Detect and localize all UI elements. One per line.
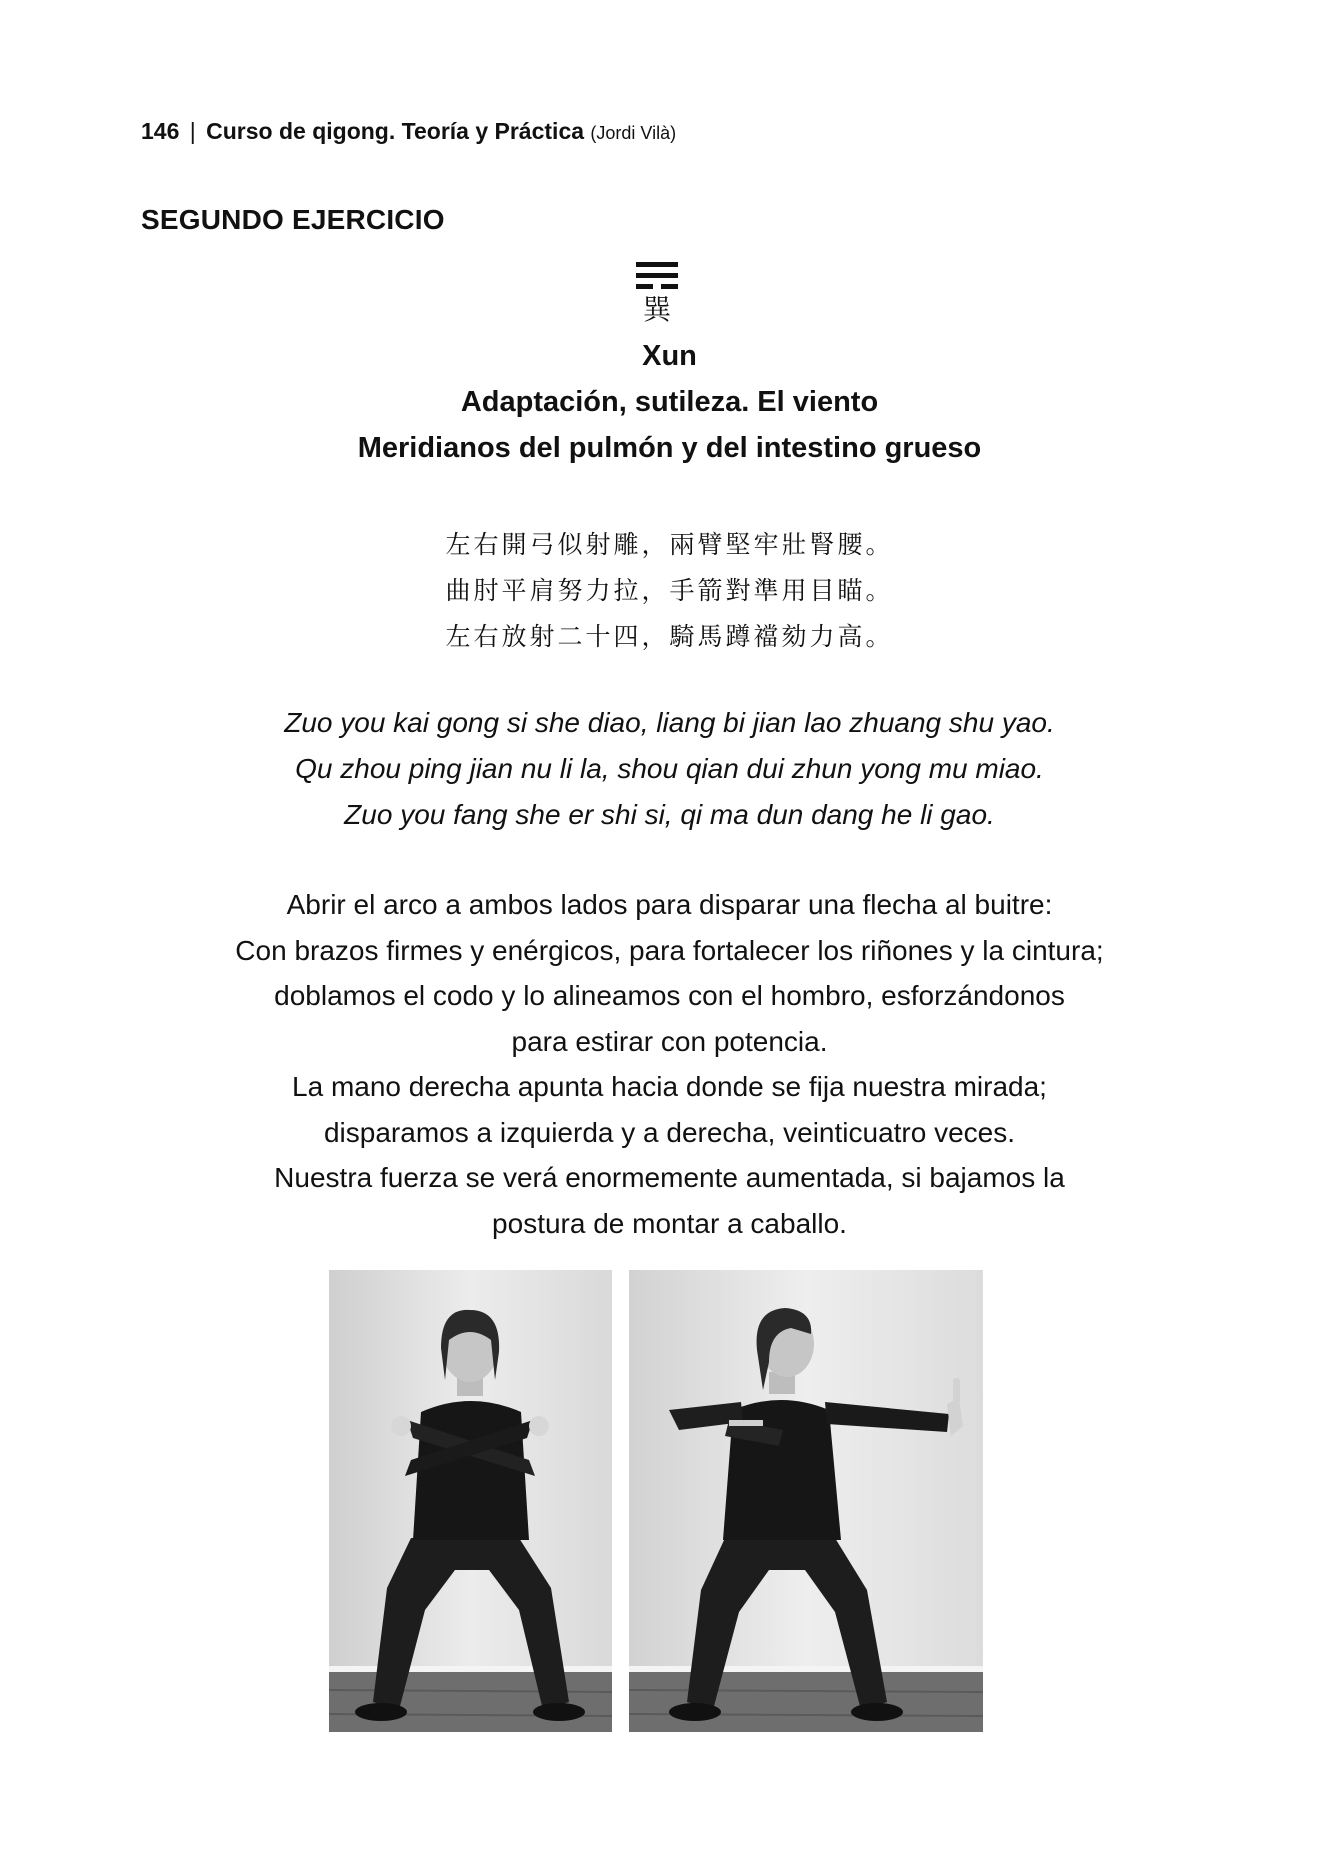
- translation-line: Abrir el arco a ambos lados para disparar una flecha al buitre:: [286, 889, 1053, 920]
- xun-trigram-icon: [636, 262, 678, 295]
- translation-line: Con brazos firmes y enérgicos, para fortalecer los riñones y la cintura;: [235, 934, 1104, 966]
- chinese-line: 左右開弓似射雕，兩臂堅牢壯腎腰。: [445, 530, 894, 559]
- running-head: [141, 118, 676, 145]
- author-name: (Jordi Vilà): [590, 123, 677, 143]
- pinyin-line: Qu zhou ping jian nu li la, shou qian dui zhun yong mu miao.: [295, 753, 1044, 784]
- translation-line: Nuestra fuerza se verá enormemente aumentada, si bajamos la: [274, 1162, 1065, 1193]
- woman-horse-stance-crossed-arms-photo: [329, 1270, 612, 1732]
- translation-line: doblamos el codo y lo alineamos con el hombro, esforzándonos: [274, 980, 1065, 1011]
- chinese-line: 左右放射二十四，騎馬蹲襠劾力高。: [445, 622, 894, 651]
- page-number: 146: [141, 118, 180, 144]
- translation-line: para estirar con potencia.: [511, 1025, 828, 1057]
- pinyin-line: Zuo you kai gong si she diao, liang bi jian lao zhuang shu yao.: [284, 707, 1055, 738]
- translation-line: postura de montar a caballo.: [492, 1207, 847, 1239]
- trigram-character: 巽: [642, 293, 671, 326]
- pinyin-poem: [0, 700, 1339, 838]
- trigram-name: Xun: [642, 340, 697, 372]
- chinese-line: 曲肘平肩努力拉，手箭對準用目瞄。: [445, 576, 894, 605]
- trigram-meridians: Meridianos del pulmón y del intestino grueso: [357, 432, 982, 464]
- spanish-translation: [0, 882, 1339, 1246]
- translation-line: La mano derecha apunta hacia donde se fija nuestra mirada;: [292, 1071, 1047, 1102]
- translation-line: disparamos a izquierda y a derecha, veinticuatro veces.: [323, 1116, 1016, 1148]
- section-title: SEGUNDO EJERCICIO: [141, 204, 445, 235]
- pinyin-line: Zuo you fang she er shi si, qi ma dun dang he li gao.: [344, 799, 995, 830]
- chinese-poem: [0, 522, 1339, 660]
- woman-drawing-bow-stance-photo: [629, 1270, 983, 1732]
- book-title: Curso de qigong. Teoría y Práctica: [206, 118, 585, 144]
- trigram-meaning: Adaptación, sutileza. El viento: [460, 386, 879, 418]
- header-separator: |: [189, 118, 196, 144]
